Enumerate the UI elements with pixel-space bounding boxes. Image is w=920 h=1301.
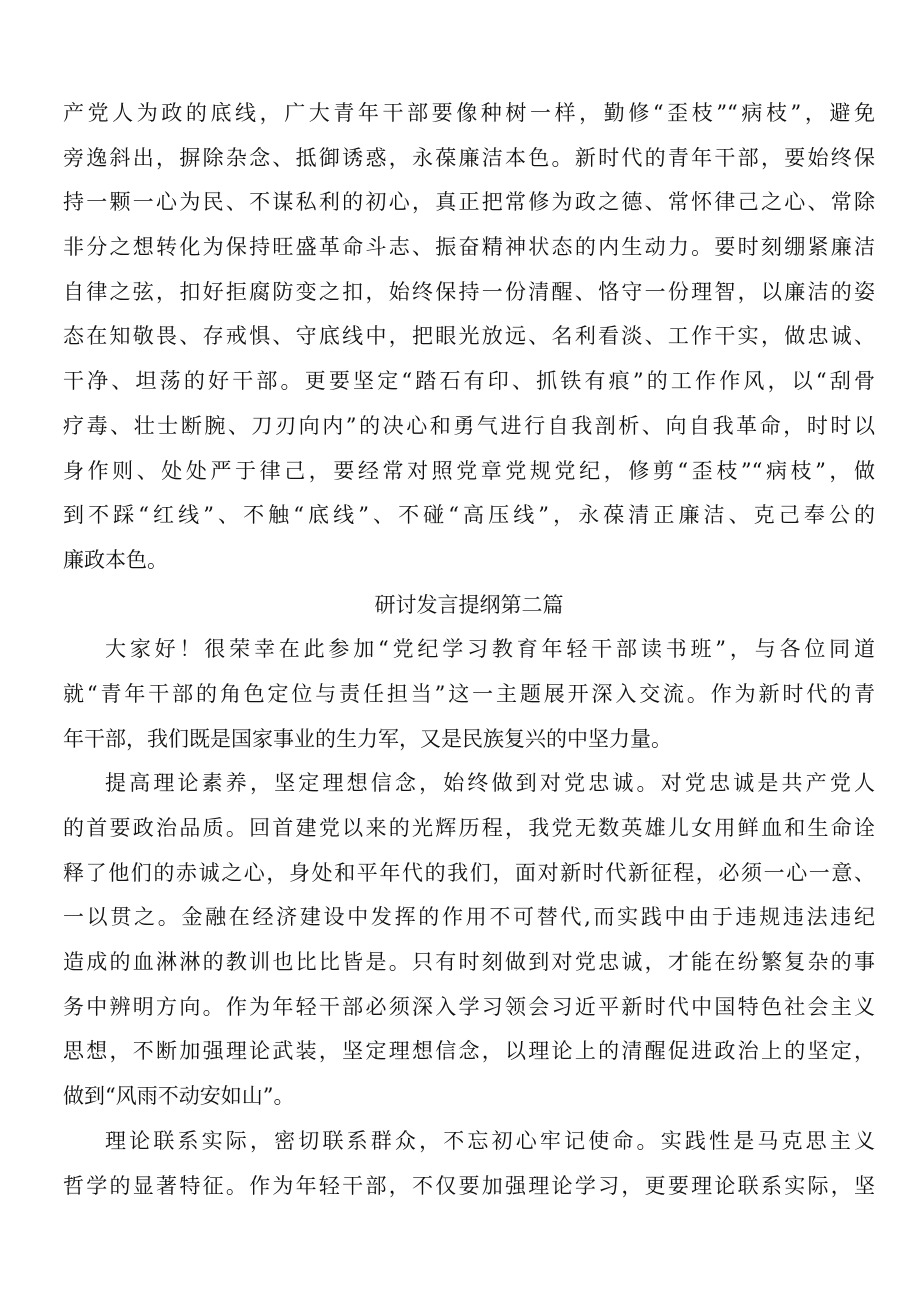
text-line: 的首要政治品质。回首建党以来的光辉历程，我党无数英雄儿女用鲜血和生命诠 (63, 816, 875, 840)
text-line: 持一颗一心为民、不谋私利的初心，真正把常修为政之德、常怀律己之心、常除 (63, 190, 875, 215)
text-line: 年干部，我们既是国家事业的生力军，又是民族复兴的中坚力量。 (63, 726, 672, 751)
text-line: 务中辨明方向。作为年轻干部必须深入学习领会习近平新时代中国特色社会主义 (63, 994, 875, 1019)
text-line: 一以贯之。金融在经济建设中发挥的作用不可替代,而实践中由于违规违法违纪 (63, 905, 875, 930)
text-line: 疗毒、壮士断腕、刀刃向内”的决心和勇气进行自我剖析、向自我革命，时时以 (63, 413, 875, 438)
text-line: 非分之想转化为保持旺盛革命斗志、振奋精神状态的内生动力。要时刻绷紧廉洁 (63, 235, 875, 260)
paragraph-greeting (63, 627, 875, 761)
text-line: 提高理论素养，坚定理想信念，始终做到对党忠诚。对党忠诚是共产党人 (105, 771, 875, 796)
text-line: 做到“风雨不动安如山”。 (63, 1084, 295, 1109)
text-line: 自律之弦，扣好拒腐防变之扣，始终保持一份清醒、恪守一份理智，以廉洁的姿 (63, 279, 875, 304)
continuation-paragraph (63, 91, 875, 583)
text-line: 思想，不断加强理论武装，坚定理想信念，以理论上的清醒促进政治上的坚定， (63, 1039, 875, 1064)
section-title: 研讨发言提纲第二篇 (374, 592, 564, 617)
document-page (63, 91, 875, 1208)
text-line: 释了他们的赤诚之心，身处和平年代的我们，面对新时代新征程，必须一心一意、 (63, 860, 875, 885)
text-line: 哲学的显著特征。作为年轻干部，不仅要加强理论学习，更要理论联系实际，坚 (63, 1173, 875, 1198)
text-line: 身作则、处处严于律己，要经常对照党章党规党纪，修剪“歪枝”“病枝”，做 (63, 458, 875, 483)
text-line: 态在知敬畏、存戒惧、守底线中，把眼光放远、名利看淡、工作干实，做忠诚、 (63, 324, 875, 349)
text-line: 产党人为政的底线，广大青年干部要像种树一样，勤修“歪枝”“病枝”，避免 (63, 101, 875, 125)
text-line: 造成的血淋淋的教训也比比皆是。只有时刻做到对党忠诚，才能在纷繁复杂的事 (63, 950, 875, 975)
text-line: 就“青年干部的角色定位与责任担当”这一主题展开深入交流。作为新时代的青 (63, 681, 875, 706)
text-line: 旁逸斜出，摒除杂念、抵御诱惑，永葆廉洁本色。新时代的青年干部，要始终保 (63, 145, 875, 170)
text-line: 干净、坦荡的好干部。更要坚定“踏石有印、抓铁有痕”的工作作风，以“刮骨 (63, 369, 875, 394)
paragraph-loyalty (63, 761, 875, 1119)
text-line: 廉政本色。 (63, 547, 168, 572)
text-line: 大家好！很荣幸在此参加“党纪学习教育年轻干部读书班”，与各位同道 (105, 637, 875, 662)
text-line: 到不踩“红线”、不触“底线”、不碰“高压线”，永葆清正廉洁、克己奉公的 (63, 503, 875, 528)
text-line: 理论联系实际，密切联系群众，不忘初心牢记使命。实践性是马克思主义 (105, 1128, 875, 1153)
paragraph-practice (63, 1119, 875, 1208)
